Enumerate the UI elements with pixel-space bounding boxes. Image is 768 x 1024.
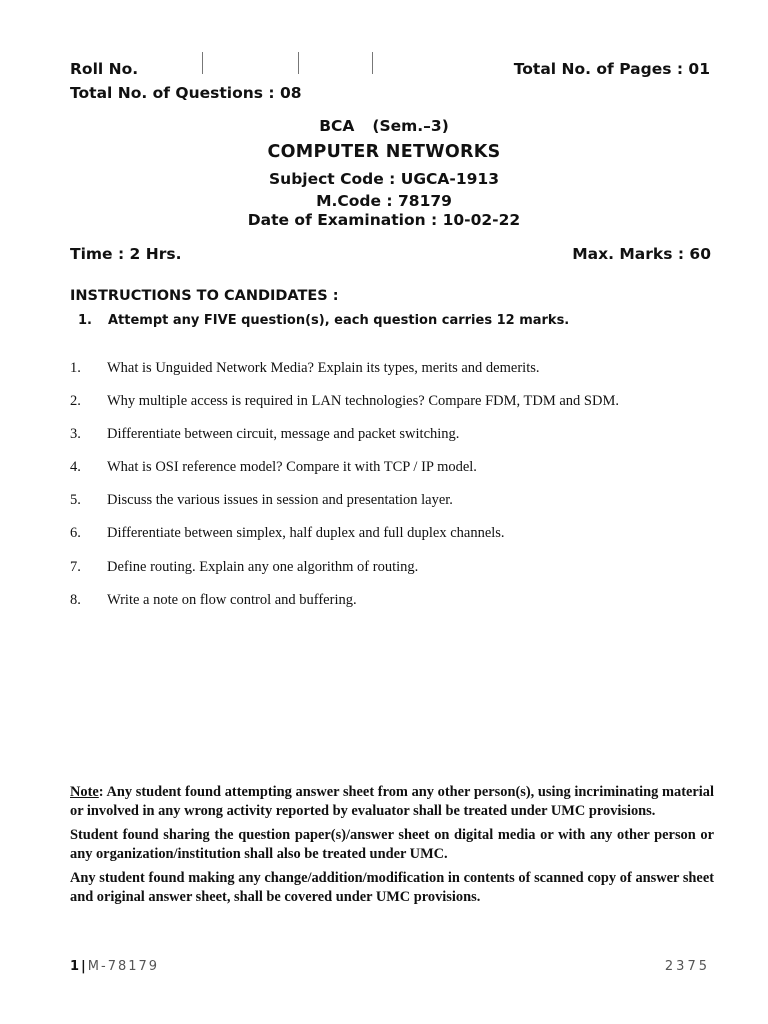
total-pages: Total No. of Pages : 01 <box>513 60 710 78</box>
question-text: Differentiate between circuit, message and packet switching. <box>107 426 460 443</box>
question-number: 2. <box>70 393 81 410</box>
exam-date: Date of Examination : 10-02-22 <box>247 211 521 229</box>
note-paragraph-2: Student found sharing the question paper(s)/answer sheet on digital media or with any other person or any organization/institution shall also be treated under UMC. <box>70 827 714 862</box>
question-text: What is OSI reference model? Compare it with TCP / IP model. <box>107 459 477 476</box>
total-questions: Total No. of Questions : 08 <box>70 84 302 102</box>
question-number: 8. <box>70 591 81 608</box>
question-text: Define routing. Explain any one algorithm of routing. <box>107 558 419 575</box>
notes-section <box>70 783 714 912</box>
roll-number-boxes <box>180 52 380 78</box>
subject-code: Subject Code : UGCA-1913 <box>269 170 499 188</box>
question-number: 4. <box>70 459 81 476</box>
subject-title: COMPUTER NETWORKS <box>267 142 501 162</box>
question-item <box>70 492 720 525</box>
footer-page-number: 1 <box>70 959 82 974</box>
question-text: Discuss the various issues in session and presentation layer. <box>107 492 453 509</box>
note-paragraph <box>70 783 714 820</box>
question-item <box>70 393 720 426</box>
semester: (Sem.–3) <box>372 117 449 135</box>
question-text: Write a note on flow control and buffering. <box>107 591 357 608</box>
question-list <box>70 360 720 625</box>
note-label: Note <box>70 784 99 800</box>
question-number: 6. <box>70 525 81 542</box>
question-item <box>70 360 720 393</box>
footer-page-code <box>70 959 159 974</box>
roll-number-label: Roll No. <box>70 60 139 78</box>
question-number: 7. <box>70 558 81 575</box>
question-item <box>70 426 720 459</box>
instruction-number: 1. <box>78 313 92 328</box>
footer-m-code: M-78179 <box>87 959 160 974</box>
question-number: 3. <box>70 426 81 443</box>
question-number: 5. <box>70 492 81 509</box>
question-text: Why multiple access is required in LAN technologies? Compare FDM, TDM and SDM. <box>107 393 619 410</box>
instruction-item <box>78 313 569 328</box>
course-line <box>0 117 768 135</box>
question-text: Differentiate between simplex, half duplex and full duplex channels. <box>107 525 505 542</box>
question-text: What is Unguided Network Media? Explain its types, merits and demerits. <box>107 360 540 376</box>
instruction-text: Attempt any FIVE question(s), each question carries 12 marks. <box>108 313 570 328</box>
m-code: M.Code : 78179 <box>316 192 452 210</box>
question-item <box>70 592 720 625</box>
question-item <box>70 559 720 592</box>
note-text: : Any student found attempting answer sheet from any other person(s), using incriminating material or involved in any wrong activity reported by evaluator shall be treated under UMC provisions. <box>70 784 714 819</box>
max-marks: Max. Marks : 60 <box>572 245 711 263</box>
question-item <box>70 525 720 558</box>
exam-time: Time : 2 Hrs. <box>70 245 182 263</box>
footer-right-code: 2375 <box>664 959 710 974</box>
question-item <box>70 459 720 492</box>
program-name: BCA <box>319 117 355 135</box>
note-paragraph-3: Any student found making any change/addition/modification in contents of scanned copy of answer sheet and original answer sheet, shall be covered under UMC provisions. <box>70 870 714 905</box>
question-number: 1. <box>70 360 81 376</box>
footer-separator: | <box>81 959 88 974</box>
instructions-title: INSTRUCTIONS TO CANDIDATES : <box>70 288 339 304</box>
